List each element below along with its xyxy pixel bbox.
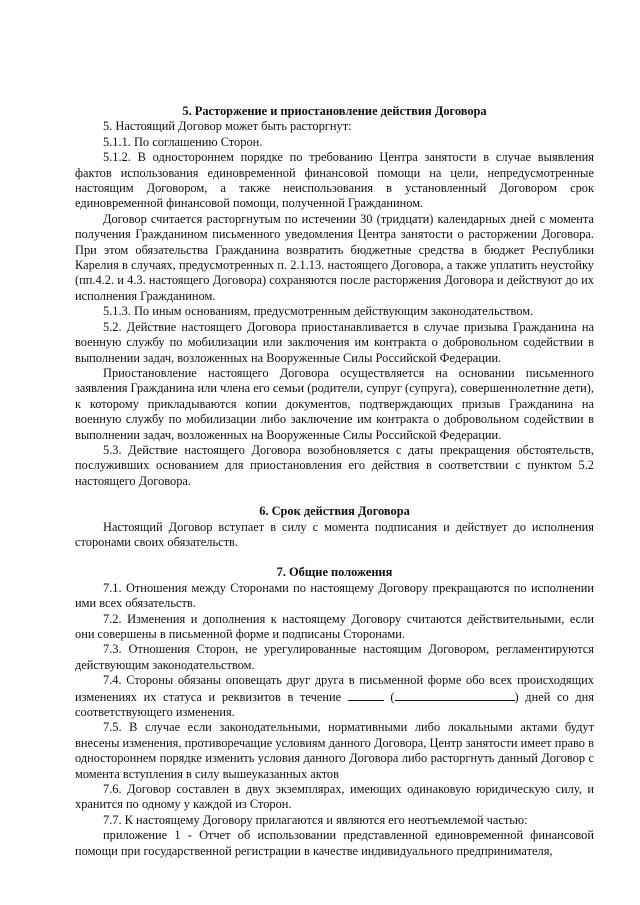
section-7-title: 7. Общие положения [276, 565, 393, 580]
paragraph: Настоящий Договор вступает в силу с момента подписания и действует до исполнения сторонами своих обязательств. [75, 519, 594, 549]
paragraph: 7.1. Отношения между Сторонами по настоящему Договору прекращаются по исполнении ими всех обязательств. [75, 580, 594, 611]
paragraph: 5. Настоящий Договор может быть расторгнут: [103, 119, 352, 134]
days-number-blank [348, 689, 384, 701]
paragraph: 5.1.2. В одностороннем порядке по требованию Центра занятости в случае выявления фактов использования единовременной финансовой помощи на цели, непредусмотренные настоящим Договором, а также неиспользования в установленный Договором срок единовременной финансовой помощи, полученной Гражданином. [75, 150, 594, 211]
paragraph: 7.7. К настоящему Договору прилагаются и являются его неотъемлемой частью: [103, 812, 528, 827]
paragraph-7-4 [75, 673, 594, 720]
paragraph: 7.3. Отношения Сторон, не урегулированные настоящим Договором, регламентируются действующим законодательством. [75, 642, 594, 672]
paragraph: 5.3. Действие настоящего Договора возобновляется с даты прекращения обстоятельств, послуживших основанием для приостановления его действия в соответствии с пунктом 5.2 настоящего Договора. [75, 442, 594, 488]
paragraph: Приостановление настоящего Договора осуществляется на основании письменного заявления Гражданина или члена его семьи (родители, супруг (супруга), совершеннолетние дети), к которому прикладываются копии документов, подтверждающих призыв Гражданина на военную службу по мобилизации либо заключение им контракта о добровольном содействии в выполнении задач, возложенных на Вооруженные Силы Российской Федерации. [75, 365, 594, 442]
paragraph: Договор считается расторгнутым по истечении 30 (тридцати) календарных дней с момента получения Гражданином письменного уведомления Центра занятости о расторжении Договора. При этом обязательства Гражданина возвратить бюджетные средства в бюджет Республики Карелия в случаях, предусмотренных п. 2.1.13. настоящего Договора, а также уплатить неустойку (пп.4.2. и 4.3. настоящего Договора) сохраняются после расторжения Договора и действуют до их исполнения Гражданином. [75, 211, 594, 303]
paragraph: приложение 1 - Отчет об использовании представленной единовременной финансовой помощи при государственной регистрации в качестве индивидуального предпринимателя, [75, 828, 594, 858]
close-paren: ) [514, 689, 519, 704]
paragraph: 5.1.1. По соглашению Сторон. [103, 134, 263, 149]
paragraph: 7.2. Изменения и дополнения к настоящему Договору считаются действительными, если они совершены в письменной форме и подписаны Сторонами. [75, 611, 594, 641]
open-paren: ( [390, 689, 395, 704]
paragraph-7-4-tail: дней со дня соответствующего изменения. [75, 689, 594, 720]
days-words-blank [395, 689, 515, 701]
paragraph-7-4-text: 7.4. Стороны обязаны оповещать друг друга в письменной форме обо всех происходящих изменениях их статуса и реквизитов в течение [75, 673, 594, 704]
section-6-title: 6. Срок действия Договора [259, 504, 410, 519]
paragraph: 7.5. В случае если законодательными, нормативными либо локальными актами будут внесены изменения, противоречащие условиям данного Договора, Центр занятости имеет право в одностороннем порядке изменить условия данного Договора либо расторгнуть данный Договор с момента вступления в силу вышеуказанных актов [75, 720, 594, 781]
paragraph: 5.2. Действие настоящего Договора приостанавливается в случае призыва Гражданина на военную службу по мобилизации или заключения им контракта о добровольном содействии в выполнении задач, возложенных на Вооруженные Силы Российской Федерации. [75, 319, 594, 365]
paragraph: 7.6. Договор составлен в двух экземплярах, имеющих одинаковую юридическую силу, и хранится по одному у каждой из Сторон. [75, 782, 594, 812]
section-5-title: 5. Расторжение и приостановление действия Договора [182, 104, 487, 118]
paragraph: 5.1.3. По иным основаниям, предусмотренным действующим законодательством. [103, 304, 534, 319]
